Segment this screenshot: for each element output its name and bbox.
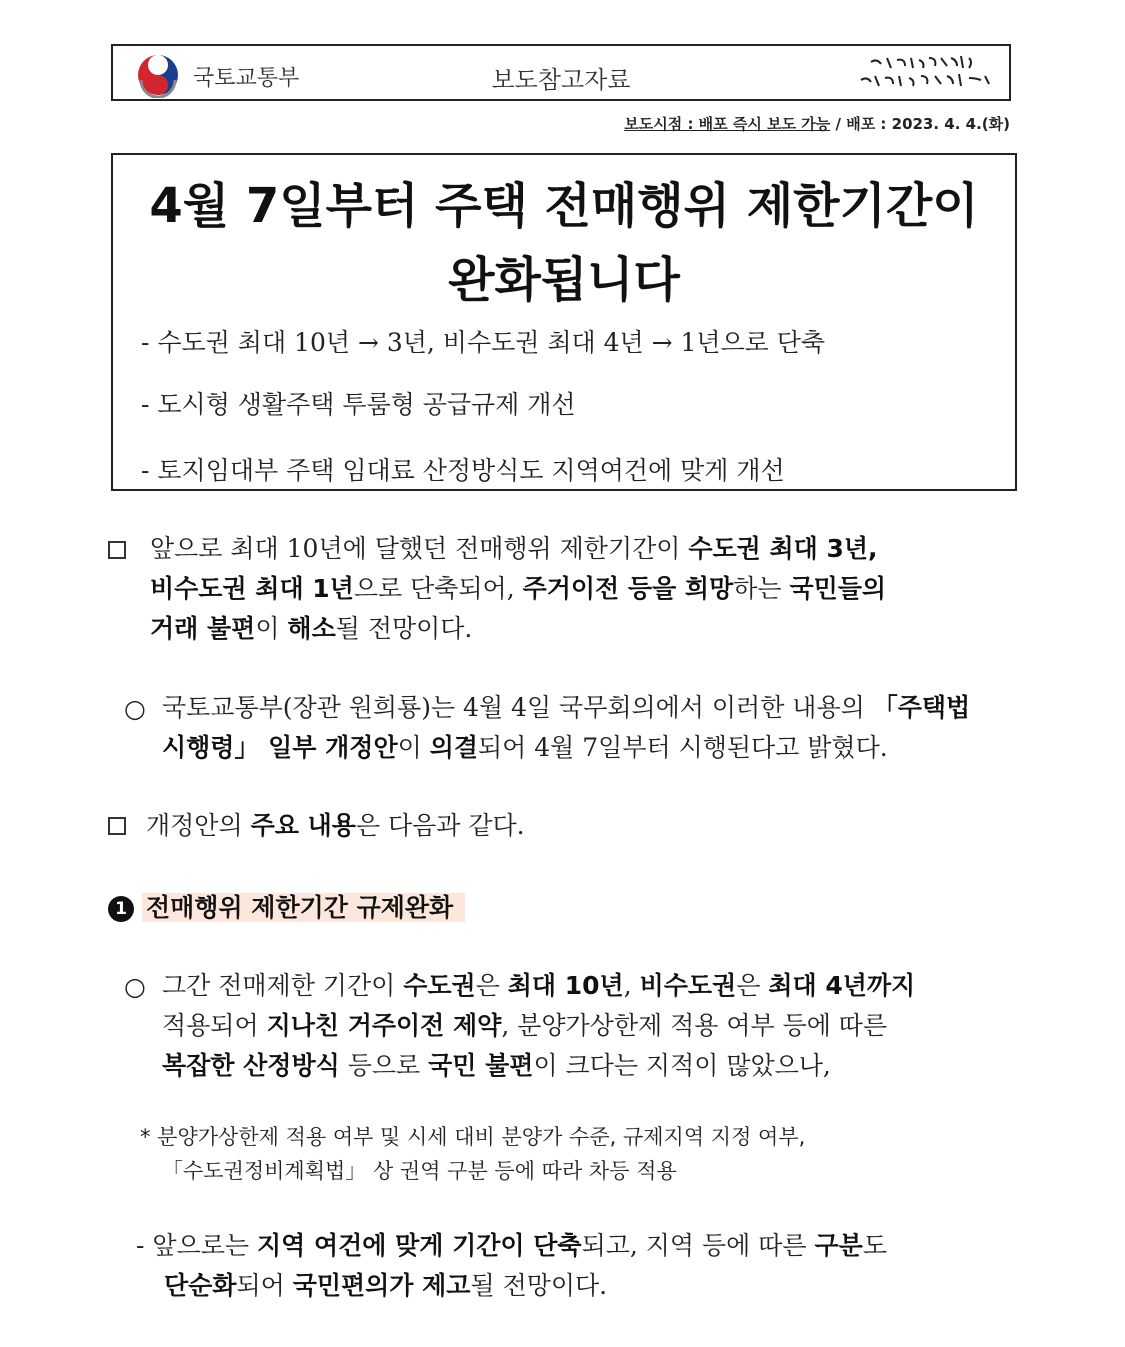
- paragraph-4-line-3: [162, 1046, 831, 1086]
- emphasis: 수도권 최대 3년,: [688, 534, 878, 563]
- text: 적용되어: [162, 1011, 267, 1040]
- text: 국토교통부(장관 원희룡)는 4월 4일 국무회의에서 이러한 내용의: [162, 693, 873, 722]
- checkbox-bullet-icon: [108, 817, 126, 835]
- subtitle-item-1: - 수도권 최대 10년 → 3년, 비수도권 최대 4년 → 1년으로 단축: [141, 328, 826, 357]
- slogan-handwriting: [853, 52, 1003, 96]
- text: 이 크다는 지적이 많았으나,: [533, 1051, 831, 1080]
- org-name: 국토교통부: [193, 66, 300, 91]
- release-timing: 보도시점 : 배포 즉시 보도 가능: [624, 115, 831, 133]
- paragraph-1-line-1: [150, 529, 878, 569]
- emphasis: 주요 내용: [250, 811, 356, 840]
- checkbox-bullet-icon: [108, 541, 126, 559]
- release-separator: /: [830, 115, 847, 133]
- distribution-date: 배포 : 2023. 4. 4.(화): [846, 115, 1010, 133]
- section-number-badge: 1: [108, 896, 134, 922]
- footnote-line-2: 「수도권정비계획법」 상 권역 구분 등에 따라 차등 적용: [162, 1159, 677, 1183]
- text: 되고, 지역 등에 따른: [581, 1231, 815, 1260]
- text: 될 전망이다.: [470, 1271, 608, 1300]
- release-info: [624, 113, 1010, 134]
- text: 등으로: [339, 1051, 429, 1080]
- paragraph-5-line-1: [136, 1226, 887, 1266]
- emphasis: 국민편의가 제고: [292, 1271, 471, 1300]
- emphasis: 「주택법: [872, 693, 971, 722]
- emphasis: 지역 여건에 맞게 기간이 단축: [256, 1231, 582, 1260]
- text: 이: [255, 614, 288, 643]
- emphasis: 거래 불편: [150, 614, 256, 643]
- emphasis: 주거이전 등을 희망: [522, 574, 734, 603]
- emphasis: 구분: [814, 1231, 863, 1260]
- text: 도: [862, 1231, 887, 1260]
- text: ,: [623, 971, 640, 1000]
- emphasis: 해소: [287, 614, 336, 643]
- subtitle-item-3: - 토지임대부 주택 임대료 산정방식도 지역여건에 맞게 개선: [141, 456, 785, 485]
- header-box: [111, 44, 1011, 101]
- text: 은: [475, 971, 508, 1000]
- subtitle-item-2: - 도시형 생활주택 투룸형 공급규제 개선: [141, 390, 576, 419]
- paragraph-1-line-3: [150, 609, 472, 649]
- title-box: [111, 153, 1017, 491]
- emphasis: 지나친 거주이전 제약: [266, 1011, 502, 1040]
- circle-bullet-icon: ○: [124, 694, 146, 723]
- text: , 분양가상한제 적용 여부 등에 따른: [501, 1011, 888, 1040]
- text: 은: [736, 971, 769, 1000]
- paragraph-5-line-2: [164, 1266, 607, 1306]
- paragraph-4-line-2: [162, 1006, 887, 1046]
- emphasis: 최대 10년: [507, 971, 624, 1000]
- paragraph-1-line-2: [150, 569, 886, 609]
- paragraph-2-line-2: [162, 728, 888, 768]
- section-title: 전매행위 제한기간 규제완화: [142, 893, 465, 922]
- circle-bullet-icon: ○: [124, 972, 146, 1001]
- emphasis: 국민 불편: [428, 1051, 534, 1080]
- footnote-line-1: * 분양가상한제 적용 여부 및 시세 대비 분양가 수준, 규제지역 지정 여부,: [140, 1125, 806, 1149]
- emphasis: 비수도권 최대 1년: [150, 574, 354, 603]
- section-heading-1: [108, 888, 465, 926]
- text: 그간 전매제한 기간이: [162, 971, 404, 1000]
- document-type: 보도참고자료: [491, 66, 631, 94]
- emphasis: 의결: [429, 733, 479, 762]
- paragraph-4-line-1: [162, 966, 915, 1006]
- text: 이: [397, 733, 430, 762]
- emphasis: 국민들의: [789, 574, 887, 603]
- text: - 앞으로는: [136, 1231, 257, 1260]
- title-line-2: 완화됩니다: [448, 252, 680, 308]
- text: 으로 단축되어,: [353, 574, 523, 603]
- emphasis: 복잡한 산정방식: [162, 1051, 340, 1080]
- text: 개정안의: [146, 811, 251, 840]
- text: 은 다음과 같다.: [355, 811, 525, 840]
- emphasis: 비수도권: [639, 971, 737, 1000]
- text: 되어 4월 7일부터 시행된다고 밝혔다.: [478, 733, 888, 762]
- emphasis: 수도권: [403, 971, 476, 1000]
- paragraph-2-line-1: [162, 688, 970, 728]
- emphasis: 시행령」 일부 개정안: [162, 733, 398, 762]
- emphasis: 단순화: [164, 1271, 237, 1300]
- emphasis: 최대 4년까지: [768, 971, 916, 1000]
- text: 되어: [236, 1271, 293, 1300]
- text: 앞으로 최대 10년에 달했던 전매행위 제한기간이: [150, 534, 689, 563]
- text: 될 전망이다.: [335, 614, 473, 643]
- text: 하는: [733, 574, 790, 603]
- title-line-1: 4월 7일부터 주택 전매행위 제한기간이: [149, 178, 979, 234]
- paragraph-3: [146, 806, 525, 846]
